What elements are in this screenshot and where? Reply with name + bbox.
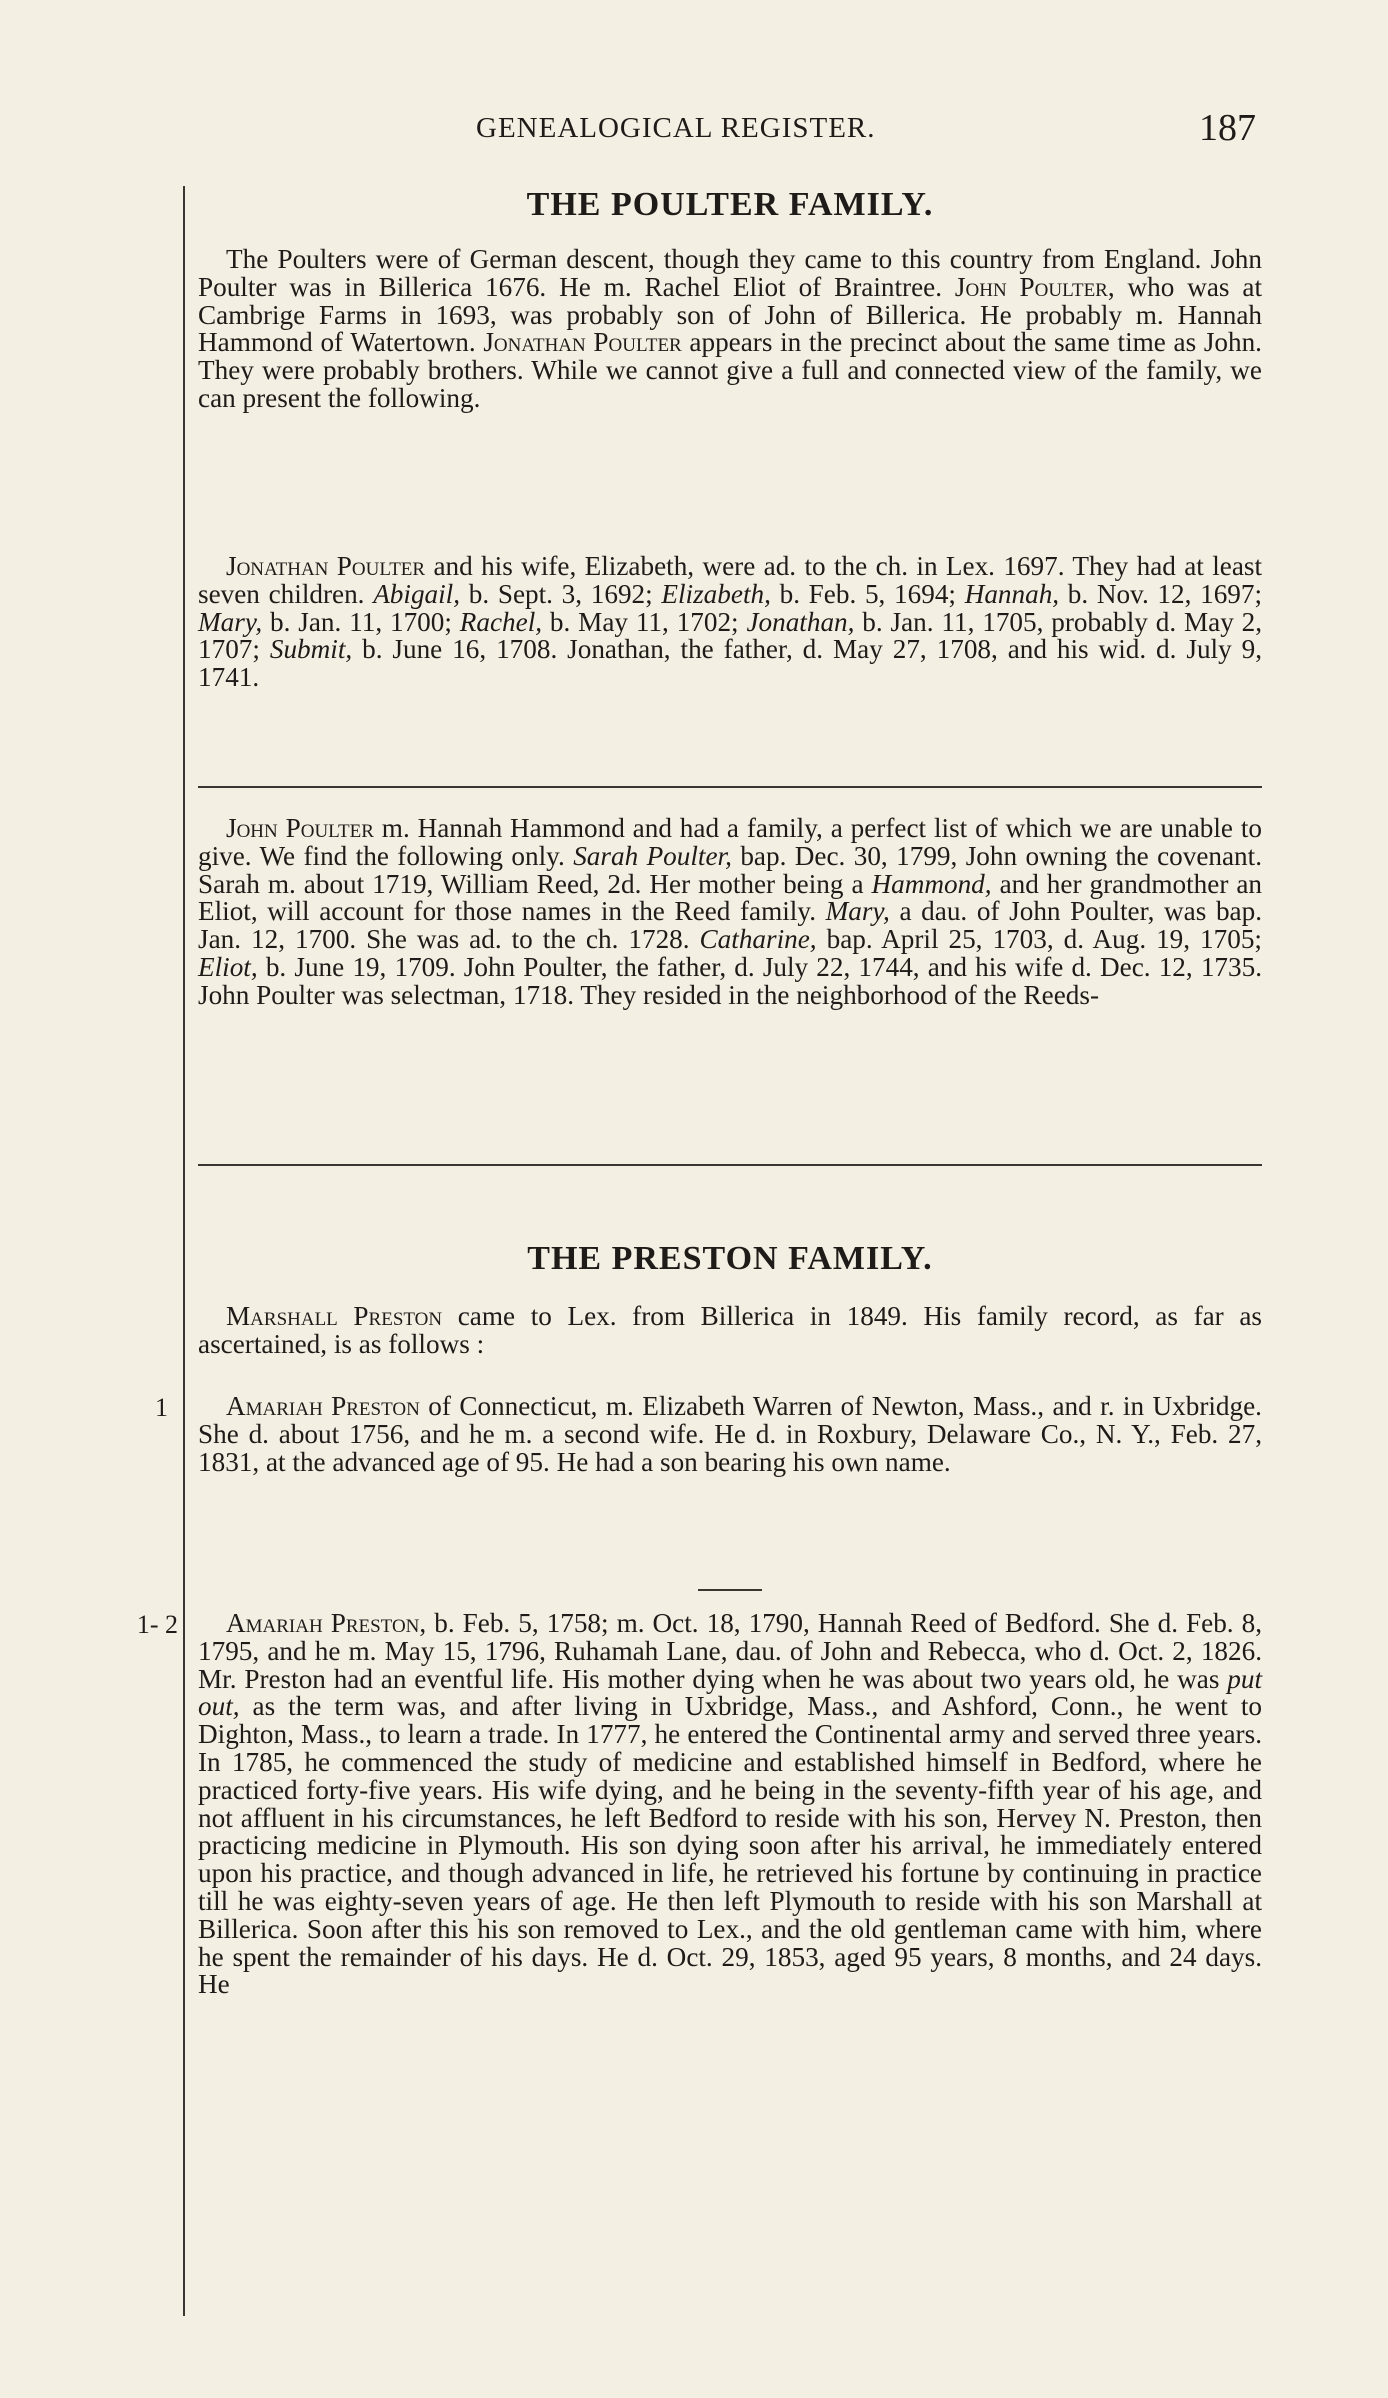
text-run: as the term was, and after living in Uxbridge, Mass., and Ashford, Conn., he went to Dighton, Mass., to learn a trade. In 1777, he entered the Continental army and served three years. In 1785, he commenced the study of medicine and established himself in Bedford, where he practiced forty-five years. His wife dying, and he being in the seventy-fifth year of his age, and not affluent in his circumstances, he left Bedford to reside with his son, Hervey N. Preston, then practicing medicine in Plymouth. His son dying soon after his arrival, he immediately entered upon his practice, and though advanced in life, he retrieved his fortune by continuing in practice till he was eighty-seven years of age. He then left Plymouth to reside with his son Marshall at Billerica. Soon after this his son removed to Lex., and the old gentleman came with him, where he spent the remainder of his days. He d. Oct. 29, 1853, aged 95 years, 8 months, and 24 days. He [198, 1691, 1262, 2000]
surname-emphasis: Hammond, [871, 868, 992, 899]
person-name: Marshall Preston [226, 1301, 443, 1331]
preston-entry-2-block [198, 1610, 1262, 1999]
page-number: 187 [1199, 107, 1256, 149]
section-divider [198, 786, 1262, 788]
text-run: b. Jan. 11, 1705, probably d. May 2, 1707; [198, 606, 1263, 665]
text-run: who was at Cambrige Farms in 1693, was probably son of John of Billerica. He probably m. Hannah Hammond of Watertown. [198, 271, 1262, 358]
emphasis: put out, [198, 1663, 1262, 1722]
child-name: Eliot, [198, 951, 258, 982]
person-name: Jonathan Poulter [226, 551, 426, 581]
text-run: b. Nov. 12, 1697; [1067, 578, 1263, 609]
person-name: Amariah Preston [226, 1391, 420, 1421]
poulter-paragraph-1-block [198, 246, 1262, 413]
text-run: appears in the precinct about the same time as John. They were probably brothers. While we cannot give a full and connected view of the family, we can present the following. [198, 327, 1262, 413]
entry-divider [698, 1589, 762, 1591]
poulter-paragraph-3-block [198, 815, 1262, 1010]
child-name: Submit, [269, 634, 353, 665]
poulter-title: THE POULTER FAMILY. [526, 186, 934, 223]
child-name: Elizabeth, [661, 578, 771, 609]
text-run: bap. Dec. 30, 1799, John owning the covenant. Sarah m. about 1719, William Reed, 2d. Her mother being a [198, 840, 1262, 899]
preston-paragraph-1 [198, 1303, 1262, 1359]
child-name: Rachel, [459, 606, 543, 637]
text-run: of Connecticut, m. Elizabeth Warren of Newton, Mass., and r. in Uxbridge. She d. about 1756, and he m. a second wife. He d. in Roxbury, Delaware Co., N. Y., Feb. 27, 1831, at the advanced age of 95. He had a son bearing his own name. [198, 1391, 1262, 1477]
text-run: b. June 16, 1708. Jonathan, the father, d. May 27, 1708, and his wid. d. July 9, 1741. [198, 634, 1262, 693]
person-name: John Poulter [226, 813, 374, 843]
generation-number: 1 [155, 1393, 168, 1422]
generation-number: 1- 2 [136, 1610, 178, 1639]
text-run: b. May 11, 1702; [549, 606, 739, 637]
child-name: Hannah, [964, 578, 1060, 609]
person-name: John Poulter, [954, 271, 1115, 302]
text-run: a dau. of John Poulter, was bap. Jan. 12, 1700. She was ad. to the ch. 1728. [198, 896, 1262, 955]
poulter-paragraph-1 [198, 246, 1262, 413]
child-name: Sarah Poulter, [573, 840, 732, 871]
person-name: Jonathan Poulter [483, 327, 682, 358]
child-name: Jonathan, [746, 606, 855, 637]
text-run: came to Lex. from Billerica in 1849. His family record, as far as ascertained, is as follows : [198, 1301, 1263, 1359]
text-run: and his wife, Elizabeth, were ad. to the ch. in Lex. 1697. They had at least seven children. [198, 551, 1263, 609]
poulter-paragraph-2-block [198, 553, 1262, 692]
running-head [476, 107, 1256, 158]
text-run: m. Hannah Hammond and had a family, a perfect list of which we are unable to give. We find the following only. [198, 813, 1262, 871]
preston-entry-1-block [198, 1393, 1262, 1476]
preston-entry-2 [198, 1610, 1262, 1999]
preston-section [198, 1240, 1262, 1278]
text-run: bap. April 25, 1703, d. Aug. 19, 1705; [826, 924, 1262, 955]
person-name: Amariah Preston, [226, 1608, 427, 1638]
text-run: b. Jan. 11, 1700; [270, 606, 452, 637]
text-run: b. June 19, 1709. John Poulter, the father, d. July 22, 1744, and his wife d. Dec. 12, 1735. John Poulter was selectman, 1718. They resided in the neighborhood of the Reeds- [198, 951, 1263, 1010]
margin-rule [183, 186, 185, 2316]
text-run: and her grandmother an Eliot, will account for those names in the Reed family. [198, 868, 1263, 927]
text-run: b. Feb. 5, 1694; [779, 578, 956, 609]
poulter-paragraph-2 [198, 553, 1262, 692]
child-name: Mary, [825, 896, 890, 927]
preston-title: THE PRESTON FAMILY. [527, 1240, 933, 1277]
running-title: GENEALOGICAL REGISTER. [476, 112, 876, 144]
text-run: b. Sept. 3, 1692; [468, 578, 653, 609]
poulter-paragraph-3 [198, 815, 1262, 1010]
text-run: The Poulters were of German descent, though they came to this country from England. John Poulter was in Billerica 1676. He m. Rachel Eliot of Braintree. [198, 244, 1262, 302]
poulter-section [198, 186, 1262, 224]
child-name: Abigail, [373, 578, 461, 609]
text-run: b. Feb. 5, 1758; m. Oct. 18, 1790, Hannah Reed of Bedford. She d. Feb. 8, 1795, and he m. May 15, 1796, Ruhamah Lane, dau. of John and Rebecca, who d. Oct. 2, 1826. Mr. Preston had an eventful life. His mother dying when he was about two years old, he was [198, 1608, 1263, 1694]
preston-entry-1 [198, 1393, 1262, 1476]
preston-paragraph-1-block [198, 1303, 1262, 1359]
section-divider [198, 1164, 1262, 1166]
child-name: Mary, [198, 606, 263, 637]
child-name: Catharine, [699, 924, 817, 955]
